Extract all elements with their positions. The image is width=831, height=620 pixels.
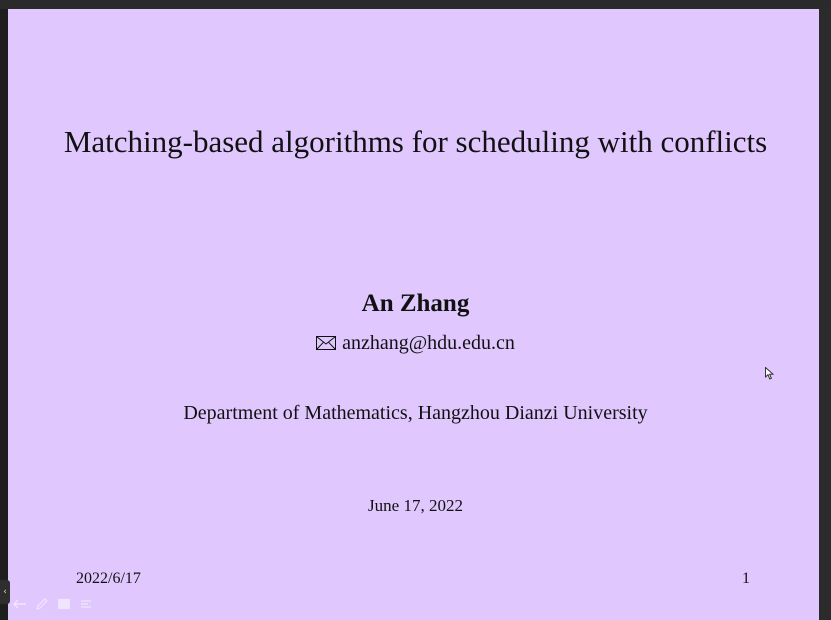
affiliation: Department of Mathematics, Hangzhou Dianzi University — [183, 402, 648, 424]
previous-arrow-icon[interactable] — [13, 598, 27, 610]
presentation-date: June 17, 2022 — [368, 496, 463, 515]
slide-title: Matching-based algorithms for scheduling with conflicts — [63, 124, 768, 159]
footer-date: 2022/6/17 — [76, 570, 141, 587]
slide[interactable] — [8, 9, 819, 620]
slides-grid-icon[interactable] — [57, 598, 71, 610]
slide-toolbar — [13, 598, 93, 610]
email-address: anzhang@hdu.edu.cn — [342, 332, 515, 354]
mouse-pointer-icon — [765, 367, 774, 380]
window-right-edge — [819, 9, 831, 620]
side-panel-tab[interactable]: ‹ — [0, 580, 10, 604]
more-icon[interactable] — [79, 598, 93, 610]
envelope-icon — [316, 336, 336, 350]
page-number: 1 — [742, 570, 750, 587]
email-line — [0, 332, 831, 355]
author-name: An Zhang — [361, 290, 470, 317]
window-top-bar — [0, 0, 831, 9]
pen-icon[interactable] — [35, 598, 49, 610]
